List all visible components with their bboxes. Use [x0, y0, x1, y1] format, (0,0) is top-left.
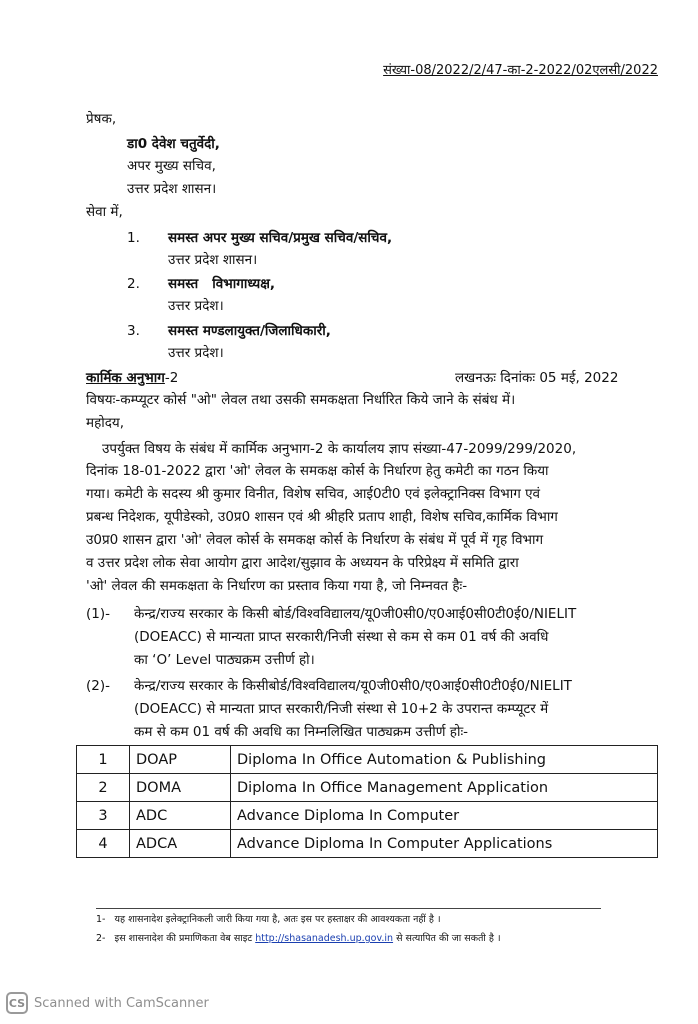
body-line: गया। कमेटी के सदस्य श्री कुमार विनीत, विशेष सचिव, आई0टी0 एवं इलेक्ट्रानिक्स विभाग एवं	[86, 486, 541, 502]
recipient-title: समस्त अपर मुख्य सचिव/प्रमुख सचिव/सचिव,	[168, 230, 393, 246]
camscanner-logo-icon: CS	[6, 992, 28, 1014]
footnote-text: इस शासनादेश की प्रमाणिकता वेब साइट	[114, 933, 253, 944]
course-code: ADC	[130, 802, 231, 830]
department-name: कार्मिक अनुभाग	[86, 370, 165, 386]
body-line: 'ओ' लेवल की समकक्षता के निर्धारण का प्रस्ताव किया गया है, जो निम्नवत हैः-	[86, 578, 468, 594]
body-line: उ0प्र0 शासन द्वारा 'ओ' लेवल कोर्स के समकक्ष कोर्स के निर्धारण के संबंध में पूर्व में गृह विभाग	[86, 532, 544, 548]
reference-number: संख्या-08/2022/2/47-का-2-2022/02एलसी/2022	[383, 63, 658, 78]
condition-line: का ‘O’ Level पाठ्यक्रम उत्तीर्ण हो।	[134, 652, 315, 668]
department-suffix: -2	[164, 370, 179, 386]
footnote-1	[96, 912, 441, 925]
sender-office: उत्तर प्रदेश शासन।	[127, 181, 217, 197]
condition-line: केन्द्र/राज्य सरकार के किसी बोर्ड/विश्वविद्यालय/यू0जी0सी0/ए0आई0सी0टी0ई0/NIELIT	[134, 606, 577, 622]
recipient-title: समस्त विभागाध्यक्ष,	[168, 276, 276, 292]
course-name: Advance Diploma In Computer Applications	[231, 830, 658, 858]
body-line: व उत्तर प्रदेश लोक सेवा आयोग द्वारा आदेश/सुझाव के अध्ययन के परिप्रेक्ष्य में समिति द्वारा	[86, 555, 519, 571]
salutation: महोदय,	[86, 415, 125, 431]
course-code: DOMA	[130, 774, 231, 802]
camscanner-watermark	[6, 992, 209, 1014]
table-row	[77, 802, 658, 830]
sender-label: प्रेषक,	[86, 111, 117, 127]
body-line: प्रबन्ध निदेशक, यूपीडेस्को, उ0प्र0 शासन एवं श्री श्रीहरि प्रताप शाही, विशेष सचिव,कार्मिक विभाग	[86, 509, 558, 525]
footnote-text: से सत्यापित की जा सकती है ।	[396, 933, 501, 944]
recipient-title: समस्त मण्डलायुक्त/जिलाधिकारी,	[168, 323, 331, 339]
condition-number: (2)-	[86, 678, 110, 694]
table-row	[77, 830, 658, 858]
condition-line: (DOEACC) से मान्यता प्राप्त सरकारी/निजी संस्था से कम से कम 01 वर्ष की अवधि	[134, 629, 549, 645]
department-line	[86, 369, 178, 387]
date-line: लखनऊः दिनांकः 05 मई, 2022	[455, 370, 619, 386]
recipients-label: सेवा में,	[86, 204, 123, 220]
condition-line: कम से कम 01 वर्ष की अवधि का निम्नलिखित पाठ्यक्रम उत्तीर्ण होः-	[134, 724, 469, 740]
course-number: 1	[77, 746, 130, 774]
condition-line: केन्द्र/राज्य सरकार के किसीबोर्ड/विश्वविद्यालय/यू0जी0सी0/ए0आई0सी0टी0ई0/NIELIT	[134, 678, 572, 694]
course-name: Diploma In Office Automation & Publishing	[231, 746, 658, 774]
condition-number: (1)-	[86, 606, 110, 622]
recipient-place: उत्तर प्रदेश।	[168, 298, 224, 314]
course-number: 4	[77, 830, 130, 858]
body-line: उपर्युक्त विषय के संबंध में कार्मिक अनुभाग-2 के कार्यालय ज्ञाप संख्या-47-2099/299/2020,	[102, 441, 577, 457]
condition-line: (DOEACC) से मान्यता प्राप्त सरकारी/निजी संस्था से 10+2 के उपरान्त कम्प्यूटर में	[134, 701, 549, 717]
courses-table	[76, 745, 658, 858]
table-row	[77, 774, 658, 802]
recipient-place: उत्तर प्रदेश शासन।	[168, 252, 258, 268]
sender-designation: अपर मुख्य सचिव,	[127, 158, 216, 174]
recipient-place: उत्तर प्रदेश।	[168, 345, 224, 361]
course-number: 2	[77, 774, 130, 802]
recipient-number: 3.	[127, 323, 140, 339]
footnote-text: यह शासनादेश इलेक्ट्रानिकली जारी किया गया है, अतः इस पर हस्ताक्षर की आवश्यकता नहीं है ।	[114, 914, 441, 925]
course-code: DOAP	[130, 746, 231, 774]
course-name: Advance Diploma In Computer	[231, 802, 658, 830]
recipient-number: 1.	[127, 230, 140, 246]
course-name: Diploma In Office Management Application	[231, 774, 658, 802]
sender-name: डा0 देवेश चतुर्वेदी,	[127, 136, 220, 152]
footnote-number: 2-	[96, 933, 106, 944]
subject-line: विषयः-कम्प्यूटर कोर्स "ओ" लेवल तथा उसकी समकक्षता निर्धारित किये जाने के संबंध में।	[86, 392, 516, 408]
table-row	[77, 746, 658, 774]
course-code: ADCA	[130, 830, 231, 858]
footnote-divider	[96, 908, 601, 909]
body-line: दिनांक 18-01-2022 द्वारा 'ओ' लेवल के समकक्ष कोर्स के निर्धारण हेतु कमेटी का गठन किया	[86, 463, 549, 479]
camscanner-text: Scanned with CamScanner	[34, 995, 209, 1011]
verification-link[interactable]: http://shasanadesh.up.gov.in	[255, 933, 394, 944]
footnote-2	[96, 931, 501, 944]
course-number: 3	[77, 802, 130, 830]
recipient-number: 2.	[127, 276, 140, 292]
footnote-number: 1-	[96, 914, 106, 925]
